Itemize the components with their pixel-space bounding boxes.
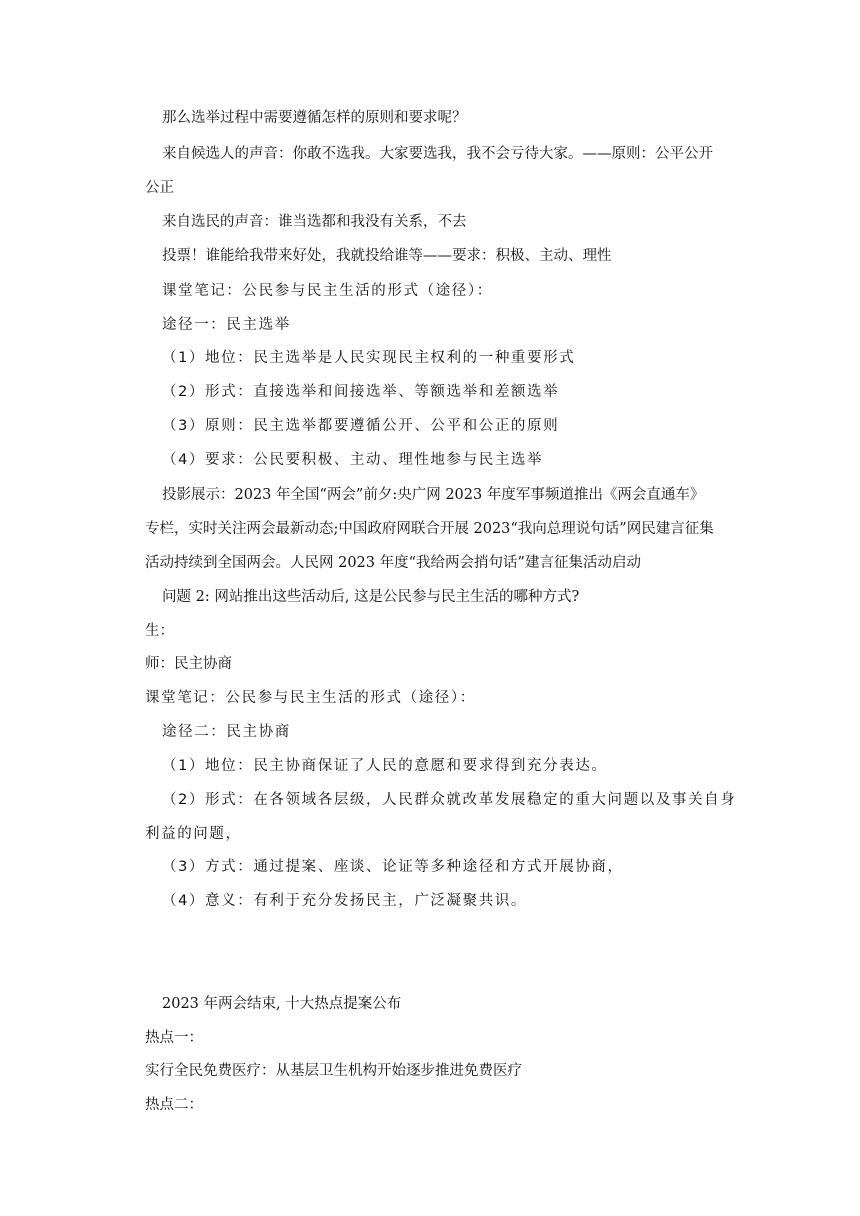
- teacher-line: 师：民主协商: [145, 656, 232, 672]
- note-item: （2）形式：直接选举和间接选举、等额选举和差额选举: [162, 384, 560, 400]
- hotspot-heading: 热点二：: [145, 1097, 203, 1113]
- note-item: （3）原则：民主选举都要遵循公开、公平和公正的原则: [162, 418, 560, 434]
- class-notes-heading: 课堂笔记：公民参与民主生活的形式（途径）：: [162, 283, 493, 299]
- note-item: （3）方式：通过提案、座谈、论证等多种途径和方式开展协商，: [162, 859, 624, 875]
- note-item: （4）意义：有利于充分发扬民主，广泛凝聚共识。: [162, 893, 528, 909]
- paragraph-line: 来自选民的声音：谁当选都和我没有关系，不去: [162, 214, 467, 230]
- route-heading: 途径一：民主选举: [162, 317, 291, 333]
- paragraph-line: 投票！谁能给我带来好处，我就投给谁等——要求：积极、主动、理性: [162, 248, 612, 264]
- class-notes-heading: 课堂笔记：公民参与民主生活的形式（途径）：: [145, 690, 476, 706]
- paragraph-line: 公正: [145, 180, 174, 196]
- note-item: （1）地位：民主协商保证了人民的意愿和要求得到充分表达。: [162, 758, 608, 774]
- paragraph-line: 专栏，实时关注两会最新动态;中国政府网联合开展 2023“我向总理说句话”网民建言征集: [145, 521, 714, 537]
- paragraph-line: 活动持续到全国两会。人民网 2023 年度“我给两会捎句话”建言征集活动启动: [145, 555, 641, 571]
- paragraph-line: 来自候选人的声音：你敢不选我。大家要选我，我不会亏待大家。——原则：公平公开: [162, 146, 713, 162]
- note-item: （4）要求：公民要积极、主动、理性地参与民主选举: [162, 452, 544, 468]
- paragraph-line: 投影展示：2023 年全国“两会”前夕:央广网 2023 年度军事频道推出《两会直通车》: [162, 487, 705, 503]
- question-line: 问题 2: 网站推出这些活动后, 这是公民参与民主生活的哪种方式?: [162, 589, 580, 605]
- note-item: （1）地位：民主选举是人民实现民主权利的一种重要形式: [162, 350, 576, 366]
- student-line: 生：: [145, 623, 174, 639]
- note-item-continuation: 利益的问题，: [145, 826, 242, 842]
- hotspot-heading: 热点一：: [145, 1030, 203, 1046]
- route-heading: 途径二：民主协商: [162, 724, 291, 740]
- paragraph-line: 那么选举过程中需要遵循怎样的原则和要求呢？: [162, 110, 467, 126]
- hotspot-text: 实行全民免费医疗：从基层卫生机构开始逐步推进免费医疗: [145, 1063, 522, 1079]
- section-heading: 2023 年两会结束, 十大热点提案公布: [162, 996, 402, 1012]
- note-item: （2）形式：在各领域各层级，人民群众就改革发展稳定的重大问题以及事关自身: [162, 792, 737, 808]
